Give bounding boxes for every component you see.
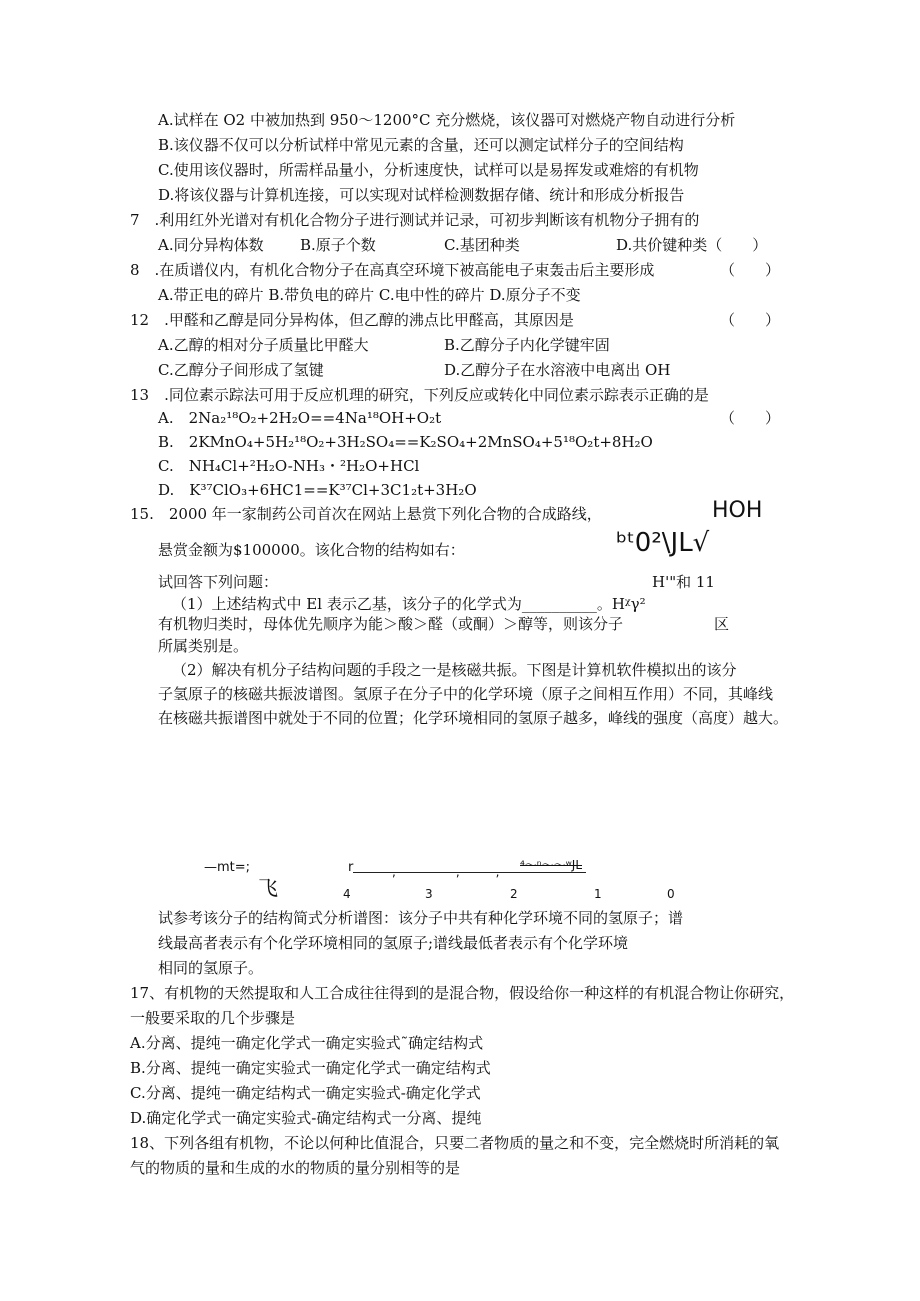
q12-option-a: A.乙醇的相对分子质量比甲醛大 — [158, 336, 369, 354]
q7-option-a: A.同分异构体数 — [158, 236, 264, 254]
q6-option-b: B.该仪器不仅可以分析试样中常见元素的含量，还可以测定试样分子的空间结构 — [158, 136, 684, 154]
q7-option-d: D.共价键种类（ ） — [616, 236, 768, 254]
spectrum-left-label: —mt=; — [204, 860, 251, 875]
q15-analysis-a: 试参考该分子的结构简式分析谱图：该分子中共有种化学环境不同的氢原子；谱 — [158, 909, 684, 927]
q15-line2: 悬赏金额为$100000。该化合物的结构如右： — [158, 541, 465, 559]
q12-answer-paren: （ ） — [720, 311, 781, 329]
q8-options: A.带正电的碎片 B.带负电的碎片 C.电中性的碎片 D.原分子不变 — [158, 286, 581, 304]
spectrum-r-mark: r — [348, 860, 354, 875]
spectrum-peaks: ⁴～ⁿ～～ʷJL — [520, 858, 582, 872]
q15-part2-a: （2）解决有机分子结构问题的手段之一是核磁共振。下图是计算机软件模拟出的该分 — [172, 661, 737, 679]
spectrum-tick-3: 3 — [425, 887, 433, 901]
q6-option-d: D.将该仪器与计算机连接，可以实现对试样检测数据存储、统计和形成分析报告 — [158, 186, 685, 204]
q17-stem-b: 一般要采取的几个步骤是 — [130, 1009, 296, 1027]
q17-option-d: D.确定化学式一确定实验式-确定结构式一分离、提纯 — [130, 1109, 482, 1127]
q17-option-a: A.分离、提纯一确定化学式一确定实验式˜确定结构式 — [130, 1034, 484, 1052]
q12-option-b: B.乙醇分子内化学键牢固 — [444, 336, 610, 354]
q6-option-a: A.试样在 O2 中被加热到 950～1200°C 充分燃烧，该仪器可对燃烧产物自动进行分析 — [158, 111, 736, 129]
q15-analysis-c: 相同的氢原子。 — [158, 959, 264, 977]
q15-part1-b: 有机物归类时，母体优先顺序为能＞酸＞醛（或酮）＞醇等，则该分子 — [158, 615, 624, 633]
q15-part1-d: 所属类别是。 — [158, 637, 249, 655]
q13-option-c: C. NH₄Cl+²H₂O-NH₃・²H₂O+HCl — [158, 457, 420, 475]
q15-line3: 试回答下列问题： — [158, 573, 279, 591]
spectrum-glyph: 飞 — [258, 876, 278, 900]
structure-formula-garbled: ᵇᵗ0²\JL√ — [616, 528, 710, 558]
spectrum-commas: , , , — [392, 865, 500, 879]
q12-stem: 12 .甲醛和乙醇是同分异构体，但乙醇的沸点比甲醛高，其原因是 — [130, 311, 574, 329]
q13-stem: 13 .同位素示踪法可用于反应机理的研究，下列反应或转化中同位素示踪表示正确的是 — [130, 386, 709, 404]
q18-stem-a: 18、下列各组有机物，不论以何种比值混合，只要二者物质的量之和不变，完全燃烧时所消耗的氧 — [130, 1134, 780, 1152]
q13-option-d: D. K³⁷ClO₃+6HC1==K³⁷Cl+3C1₂t+3H₂O — [158, 481, 477, 499]
q7-stem: 7 .利用红外光谱对有机化合物分子进行测试并记录，可初步判断该有机物分子拥有的 — [130, 211, 700, 229]
q6-option-c: C.使用该仪器时，所需样品量小，分析速度快，试样可以是易挥发或难熔的有机物 — [158, 161, 699, 179]
q17-stem-a: 17、有机物的天然提取和人工合成往往得到的是混合物，假设给你一种这样的有机混合物让你研究， — [130, 984, 795, 1002]
spectrum-tick-1: 1 — [594, 887, 602, 901]
structure-top-label: HOH — [712, 498, 763, 523]
q17-option-c: C.分离、提纯一确定结构式一确定实验式-确定化学式 — [130, 1084, 481, 1102]
q15-part2-c: 在核磁共振谱图中就处于不同的位置；化学环境相同的氢原子越多，峰线的强度（高度）越大。 — [158, 709, 789, 727]
q15-analysis-b: 线最高者表示有个化学环境相同的氢原子;谱线最低者表示有个化学环境 — [158, 934, 629, 952]
q13-answer-paren: （ ） — [720, 409, 781, 427]
structure-bottom-label: H'"和 11 — [652, 573, 715, 591]
q15-part1-a: （1）上述结构式中 El 表示乙基，该分子的化学式为__________。Hᵡγ² — [172, 595, 646, 613]
q7-option-c: C.基团种类 — [444, 236, 520, 254]
spectrum-tick-4: 4 — [343, 887, 351, 901]
q13-option-a: A. 2Na₂¹⁸O₂+2H₂O==4Na¹⁸OH+O₂t — [158, 409, 442, 427]
q12-option-c: C.乙醇分子间形成了氢键 — [158, 361, 324, 379]
q8-answer-paren: （ ） — [720, 261, 781, 279]
q17-option-b: B.分离、提纯一确定实验式一确定化学式一确定结构式 — [130, 1059, 491, 1077]
q15-stem: 15. 2000 年一家制药公司首次在网站上悬赏下列化合物的合成路线， — [130, 505, 602, 523]
q15-part1-c: 区 — [714, 615, 730, 633]
spectrum-tick-2: 2 — [510, 887, 518, 901]
q13-option-b: B. 2KMnO₄+5H₂¹⁸O₂+3H₂SO₄==K₂SO₄+2MnSO₄+5¹⁸O₂t+8H₂O — [158, 433, 653, 451]
spectrum-tick-0: 0 — [667, 887, 675, 901]
q12-option-d: D.乙醇分子在水溶液中电离出 OH — [444, 361, 671, 379]
q8-stem: 8 .在质谱仪内，有机化合物分子在高真空环境下被高能电子束轰击后主要形成 — [130, 261, 655, 279]
q7-option-b: B.原子个数 — [300, 236, 376, 254]
q18-stem-b: 气的物质的量和生成的水的物质的量分别相等的是 — [130, 1159, 461, 1177]
q15-part2-b: 子氢原子的核磁共振波谱图。氢原子在分子中的化学环境（原子之间相互作用）不同，其峰线 — [158, 685, 774, 703]
